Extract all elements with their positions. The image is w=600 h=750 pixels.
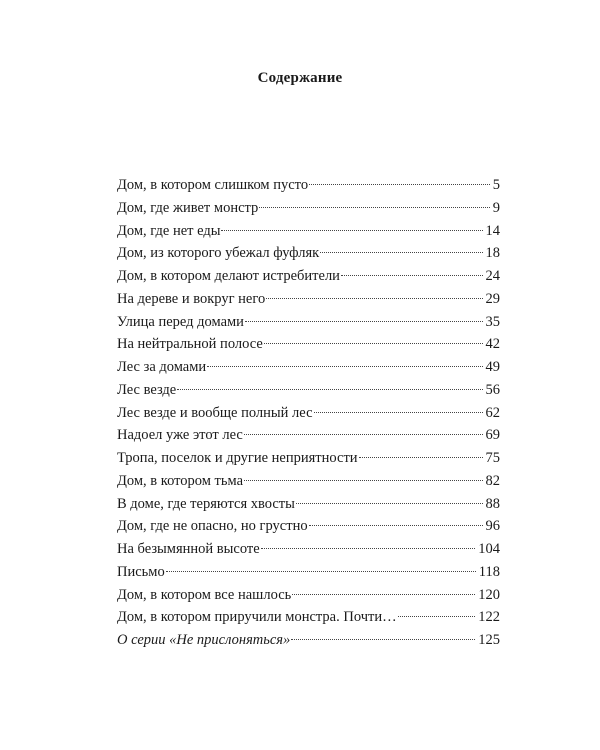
toc-entry-page-number: 96 — [485, 518, 500, 535]
toc-entry-page-number: 88 — [485, 495, 500, 512]
toc-entry-label: Дом, в котором все нашлось — [117, 586, 292, 603]
dot-leader — [166, 571, 476, 572]
toc-entry-label: Лес за домами — [117, 359, 207, 375]
toc-entry-page-number: 125 — [478, 632, 500, 648]
toc-entry-label: Улица перед домами — [117, 313, 244, 330]
toc-entry-label: На дереве и вокруг него — [117, 290, 266, 307]
dot-leader — [245, 321, 483, 322]
toc-entry-page-number: 29 — [485, 290, 500, 307]
toc-entry-page-number: 104 — [478, 541, 500, 557]
dot-leader — [264, 343, 483, 344]
toc-entry — [117, 447, 500, 470]
toc-entry-page-number: 120 — [478, 586, 500, 603]
toc-entry-page-number: 35 — [485, 313, 500, 330]
toc-entry-page-number: 118 — [478, 563, 500, 580]
toc-entry-label: Дом, в котором приручили монстра. Почти… — [117, 609, 397, 626]
dot-leader — [292, 594, 475, 595]
toc-entry — [117, 356, 500, 379]
toc-entry-page-number: 62 — [485, 404, 500, 421]
toc-entry-label: Дом, в котором тьма — [117, 472, 244, 489]
toc-entry — [117, 629, 500, 652]
toc-entry-page-number: 14 — [485, 222, 500, 239]
toc-entry — [117, 265, 500, 288]
toc-entry-page-number: 75 — [485, 450, 500, 466]
toc-entry — [117, 515, 500, 538]
dot-leader — [259, 207, 489, 208]
toc-entry — [117, 538, 500, 561]
toc-entry-page-number: 5 — [492, 177, 500, 193]
dot-leader — [309, 184, 490, 185]
toc-entry-label: Дом, где нет еды — [117, 222, 221, 239]
dot-leader — [309, 525, 483, 526]
toc-entry-label: Письмо — [117, 563, 165, 580]
dot-leader — [341, 275, 483, 276]
toc-entry-page-number: 42 — [485, 336, 500, 353]
toc-entry-label: Дом, где не опасно, но грустно — [117, 518, 308, 535]
toc-entry-label: В доме, где теряются хвосты — [117, 495, 295, 512]
toc-entry-label: На безымянной высоте — [117, 541, 260, 557]
toc-entry — [117, 242, 500, 265]
toc-entry-page-number: 49 — [485, 359, 500, 375]
dot-leader — [177, 389, 482, 390]
toc-entry-page-number: 24 — [485, 268, 500, 284]
toc-entry — [117, 402, 500, 425]
dot-leader — [266, 298, 482, 299]
toc-entry-page-number: 122 — [478, 609, 500, 626]
toc-entry-label: Лес везде — [117, 381, 177, 398]
toc-entry — [117, 606, 500, 629]
toc-entry — [117, 333, 500, 356]
dot-leader — [244, 434, 483, 435]
dot-leader — [244, 480, 482, 481]
toc-entry — [117, 470, 500, 493]
toc-entry — [117, 174, 500, 197]
toc-entry — [117, 220, 500, 243]
toc-entry-label: Дом, где живет монстр — [117, 199, 259, 216]
dot-leader — [296, 503, 483, 504]
toc-entry-label: Дом, в котором слишком пусто — [117, 177, 309, 193]
toc-entry — [117, 379, 500, 402]
toc-entry — [117, 584, 500, 607]
toc-entry-label: Тропа, поселок и другие неприятности — [117, 450, 358, 466]
toc-list — [117, 174, 500, 652]
page-title: Содержание — [257, 70, 343, 86]
toc-entry — [117, 288, 500, 311]
dot-leader — [359, 457, 483, 458]
toc-entry — [117, 561, 500, 584]
toc-entry — [117, 493, 500, 516]
toc-entry-label: О серии «Не прислоняться» — [117, 632, 291, 648]
dot-leader — [398, 616, 476, 617]
dot-leader — [314, 412, 483, 413]
toc-entry-label: Лес везде и вообще полный лес — [117, 404, 313, 421]
toc-entry-page-number: 82 — [485, 472, 500, 489]
toc-entry-label: Дом, в котором делают истребители — [117, 268, 340, 284]
toc-entry-label: Дом, из которого убежал фуфляк — [117, 245, 320, 262]
toc-entry-label: На нейтральной полосе — [117, 336, 263, 353]
dot-leader — [291, 639, 475, 640]
toc-entry-page-number: 56 — [485, 381, 500, 398]
toc-entry — [117, 311, 500, 334]
toc-entry-page-number: 69 — [485, 427, 500, 444]
dot-leader — [207, 366, 482, 367]
toc-entry — [117, 424, 500, 447]
dot-leader — [221, 230, 482, 231]
toc-entry-label: Надоел уже этот лес — [117, 427, 243, 444]
toc-entry-page-number: 18 — [485, 245, 500, 262]
dot-leader — [261, 548, 476, 549]
toc-entry-page-number: 9 — [492, 199, 500, 216]
dot-leader — [320, 252, 482, 253]
toc-entry — [117, 197, 500, 220]
